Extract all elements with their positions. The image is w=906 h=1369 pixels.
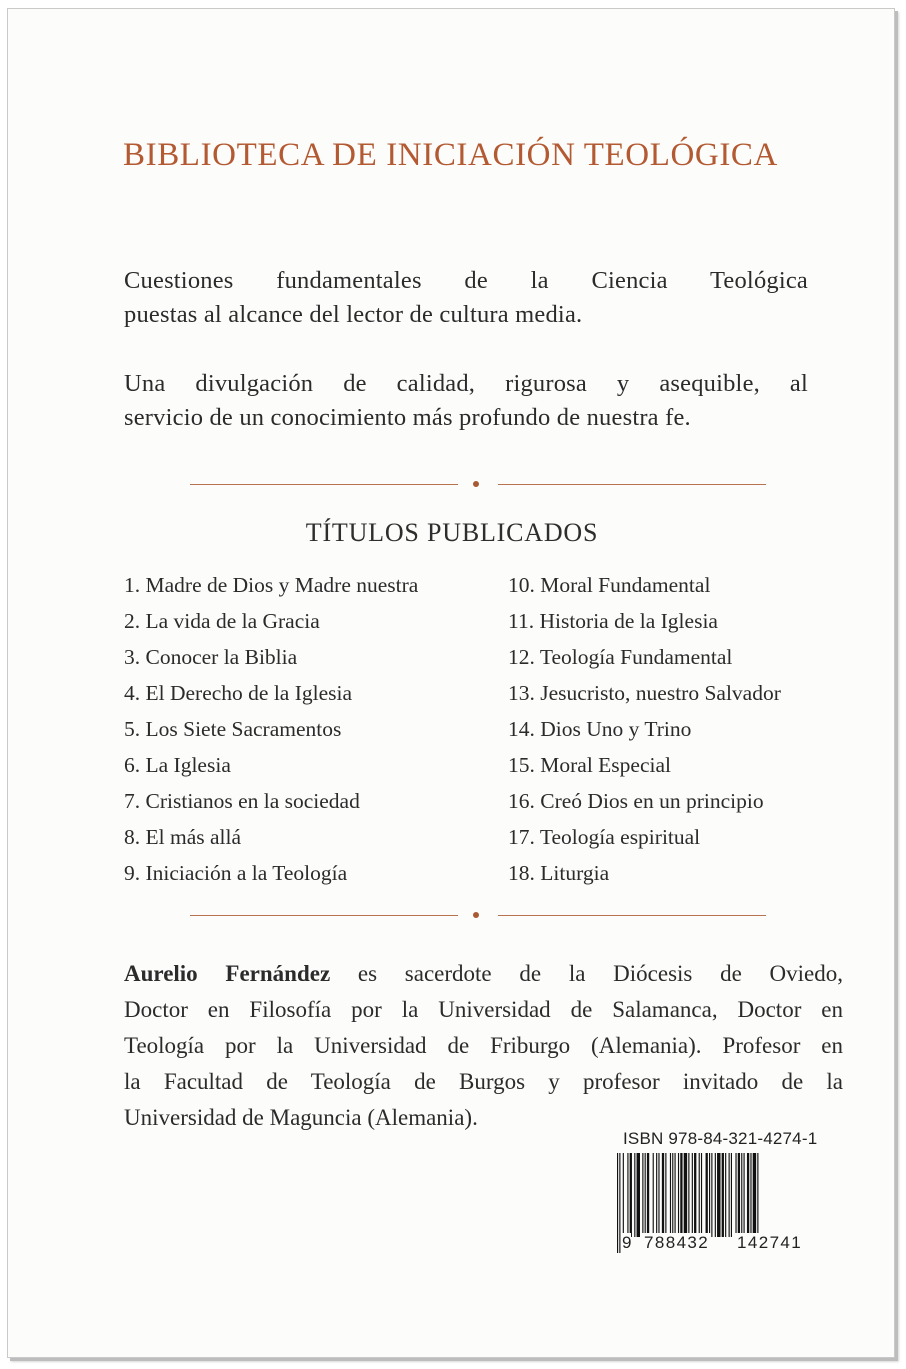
barcode-bar bbox=[623, 1153, 624, 1237]
author-bio-line-4: la Facultad de Teología de Burgos y profesor invitado de la bbox=[124, 1069, 843, 1094]
isbn-label: ISBN 978-84-321-4274-1 bbox=[623, 1129, 818, 1148]
barcode-bar bbox=[750, 1153, 751, 1237]
published-titles-heading: TÍTULOS PUBLICADOS bbox=[305, 518, 599, 547]
barcode-bar bbox=[658, 1153, 659, 1237]
barcode-bar bbox=[731, 1153, 732, 1237]
list-item: 15. Moral Especial bbox=[508, 753, 671, 777]
barcode-bar bbox=[665, 1153, 666, 1237]
barcode-bar bbox=[670, 1153, 671, 1237]
barcode-digits-left: 788432 bbox=[644, 1233, 710, 1252]
ornamental-divider-top bbox=[190, 478, 766, 492]
author-biography bbox=[124, 956, 843, 1136]
barcode-bar bbox=[627, 1153, 628, 1237]
barcode-bar bbox=[735, 1153, 736, 1237]
barcode-bar bbox=[738, 1153, 740, 1237]
divider-rule-right bbox=[498, 484, 766, 485]
barcode-digit-lead: 9 bbox=[622, 1233, 632, 1252]
intro-paragraph-2-line-2: servicio de un conocimiento más profundo de nuestra fe. bbox=[124, 404, 691, 431]
author-bio-line-1 bbox=[124, 956, 843, 992]
intro-paragraph-1-line-2: puestas al alcance del lector de cultura media. bbox=[124, 301, 583, 328]
barcode-bar bbox=[711, 1153, 712, 1237]
barcode-bar bbox=[699, 1153, 700, 1237]
barcode-bar bbox=[675, 1153, 676, 1237]
author-bio-line-5: Universidad de Maguncia (Alemania). bbox=[124, 1105, 478, 1130]
barcode-bar bbox=[717, 1153, 720, 1237]
list-item: 12. Teología Fundamental bbox=[508, 645, 733, 669]
list-item: 10. Moral Fundamental bbox=[508, 573, 711, 597]
barcode-bar bbox=[642, 1153, 643, 1237]
book-back-cover bbox=[7, 8, 895, 1358]
list-item: 7. Cristianos en la sociedad bbox=[124, 789, 360, 813]
divider-rule-left bbox=[190, 915, 458, 916]
author-bio-line-2: Doctor en Filosofía por la Universidad de Salamanca, Doctor en bbox=[124, 997, 843, 1022]
barcode-bar bbox=[680, 1153, 682, 1237]
barcode-bar bbox=[630, 1153, 632, 1237]
list-item: 14. Dios Uno y Trino bbox=[508, 717, 692, 741]
list-item: 11. Historia de la Iglesia bbox=[508, 609, 718, 633]
barcode-bar bbox=[747, 1153, 749, 1237]
list-item: 1. Madre de Dios y Madre nuestra bbox=[124, 573, 419, 597]
barcode-bar bbox=[725, 1153, 726, 1237]
barcode-bar bbox=[653, 1153, 654, 1237]
list-item: 2. La vida de la Gracia bbox=[124, 609, 320, 633]
barcode-bar bbox=[619, 1153, 620, 1253]
barcode-digits-right: 142741 bbox=[737, 1233, 803, 1252]
barcode-bar bbox=[741, 1153, 742, 1237]
list-item: 4. El Derecho de la Iglesia bbox=[124, 681, 353, 705]
barcode-bar bbox=[645, 1153, 646, 1237]
barcode-bar bbox=[744, 1153, 745, 1237]
published-titles-column-1 bbox=[124, 567, 418, 891]
barcode-bar bbox=[684, 1153, 687, 1237]
barcode-bar bbox=[662, 1153, 664, 1237]
barcode-bar bbox=[688, 1153, 689, 1237]
barcode-bar bbox=[647, 1153, 649, 1237]
ornamental-divider-bottom bbox=[190, 909, 766, 923]
barcode-bar bbox=[617, 1153, 618, 1253]
author-bio-line-1-rest: es sacerdote de la Diócesis de Oviedo, bbox=[330, 961, 843, 986]
list-item: 5. Los Siete Sacramentos bbox=[124, 717, 342, 741]
barcode-bar bbox=[701, 1153, 702, 1237]
barcode-bar bbox=[672, 1153, 673, 1237]
list-item: 16. Creó Dios en un principio bbox=[508, 789, 764, 813]
barcode-bar bbox=[678, 1153, 679, 1237]
list-item: 17. Teología espiritual bbox=[508, 825, 701, 849]
divider-dot-icon bbox=[473, 912, 479, 918]
barcode-bar bbox=[709, 1153, 710, 1237]
divider-rule-left bbox=[190, 484, 458, 485]
barcode-bar bbox=[722, 1153, 724, 1237]
list-item: 3. Conocer la Biblia bbox=[124, 645, 298, 669]
list-item: 18. Liturgia bbox=[508, 861, 610, 885]
series-title: BIBLIOTECA DE INICIACIÓN TEOLÓGICA bbox=[123, 137, 778, 173]
intro-paragraph-1 bbox=[124, 264, 808, 332]
author-name: Aurelio Fernández bbox=[124, 961, 331, 986]
barcode-bar bbox=[715, 1153, 716, 1237]
list-item: 9. Iniciación a la Teología bbox=[124, 861, 348, 885]
barcode-bar bbox=[729, 1153, 730, 1237]
list-item: 13. Jesucristo, nuestro Salvador bbox=[508, 681, 781, 705]
published-titles-column-2 bbox=[508, 567, 781, 891]
barcode-bar bbox=[634, 1153, 635, 1237]
divider-rule-right bbox=[498, 915, 766, 916]
intro-paragraph-1-line-1: Cuestiones fundamentales de la Ciencia Teológica bbox=[124, 267, 808, 294]
barcode-bar bbox=[753, 1153, 756, 1237]
list-item: 8. El más allá bbox=[124, 825, 242, 849]
intro-paragraph-2-line-1: Una divulgación de calidad, rigurosa y asequible, al bbox=[124, 370, 808, 397]
barcode-bar bbox=[757, 1153, 758, 1237]
barcode-bar bbox=[706, 1153, 708, 1237]
barcode-bar bbox=[656, 1153, 657, 1237]
divider-dot-icon bbox=[473, 481, 479, 487]
intro-paragraph-2 bbox=[124, 367, 808, 435]
author-bio-line-3: Teología por la Universidad de Friburgo (Alemania). Profesor en bbox=[124, 1033, 843, 1058]
barcode-bar bbox=[637, 1153, 640, 1237]
list-item: 6. La Iglesia bbox=[124, 753, 231, 777]
